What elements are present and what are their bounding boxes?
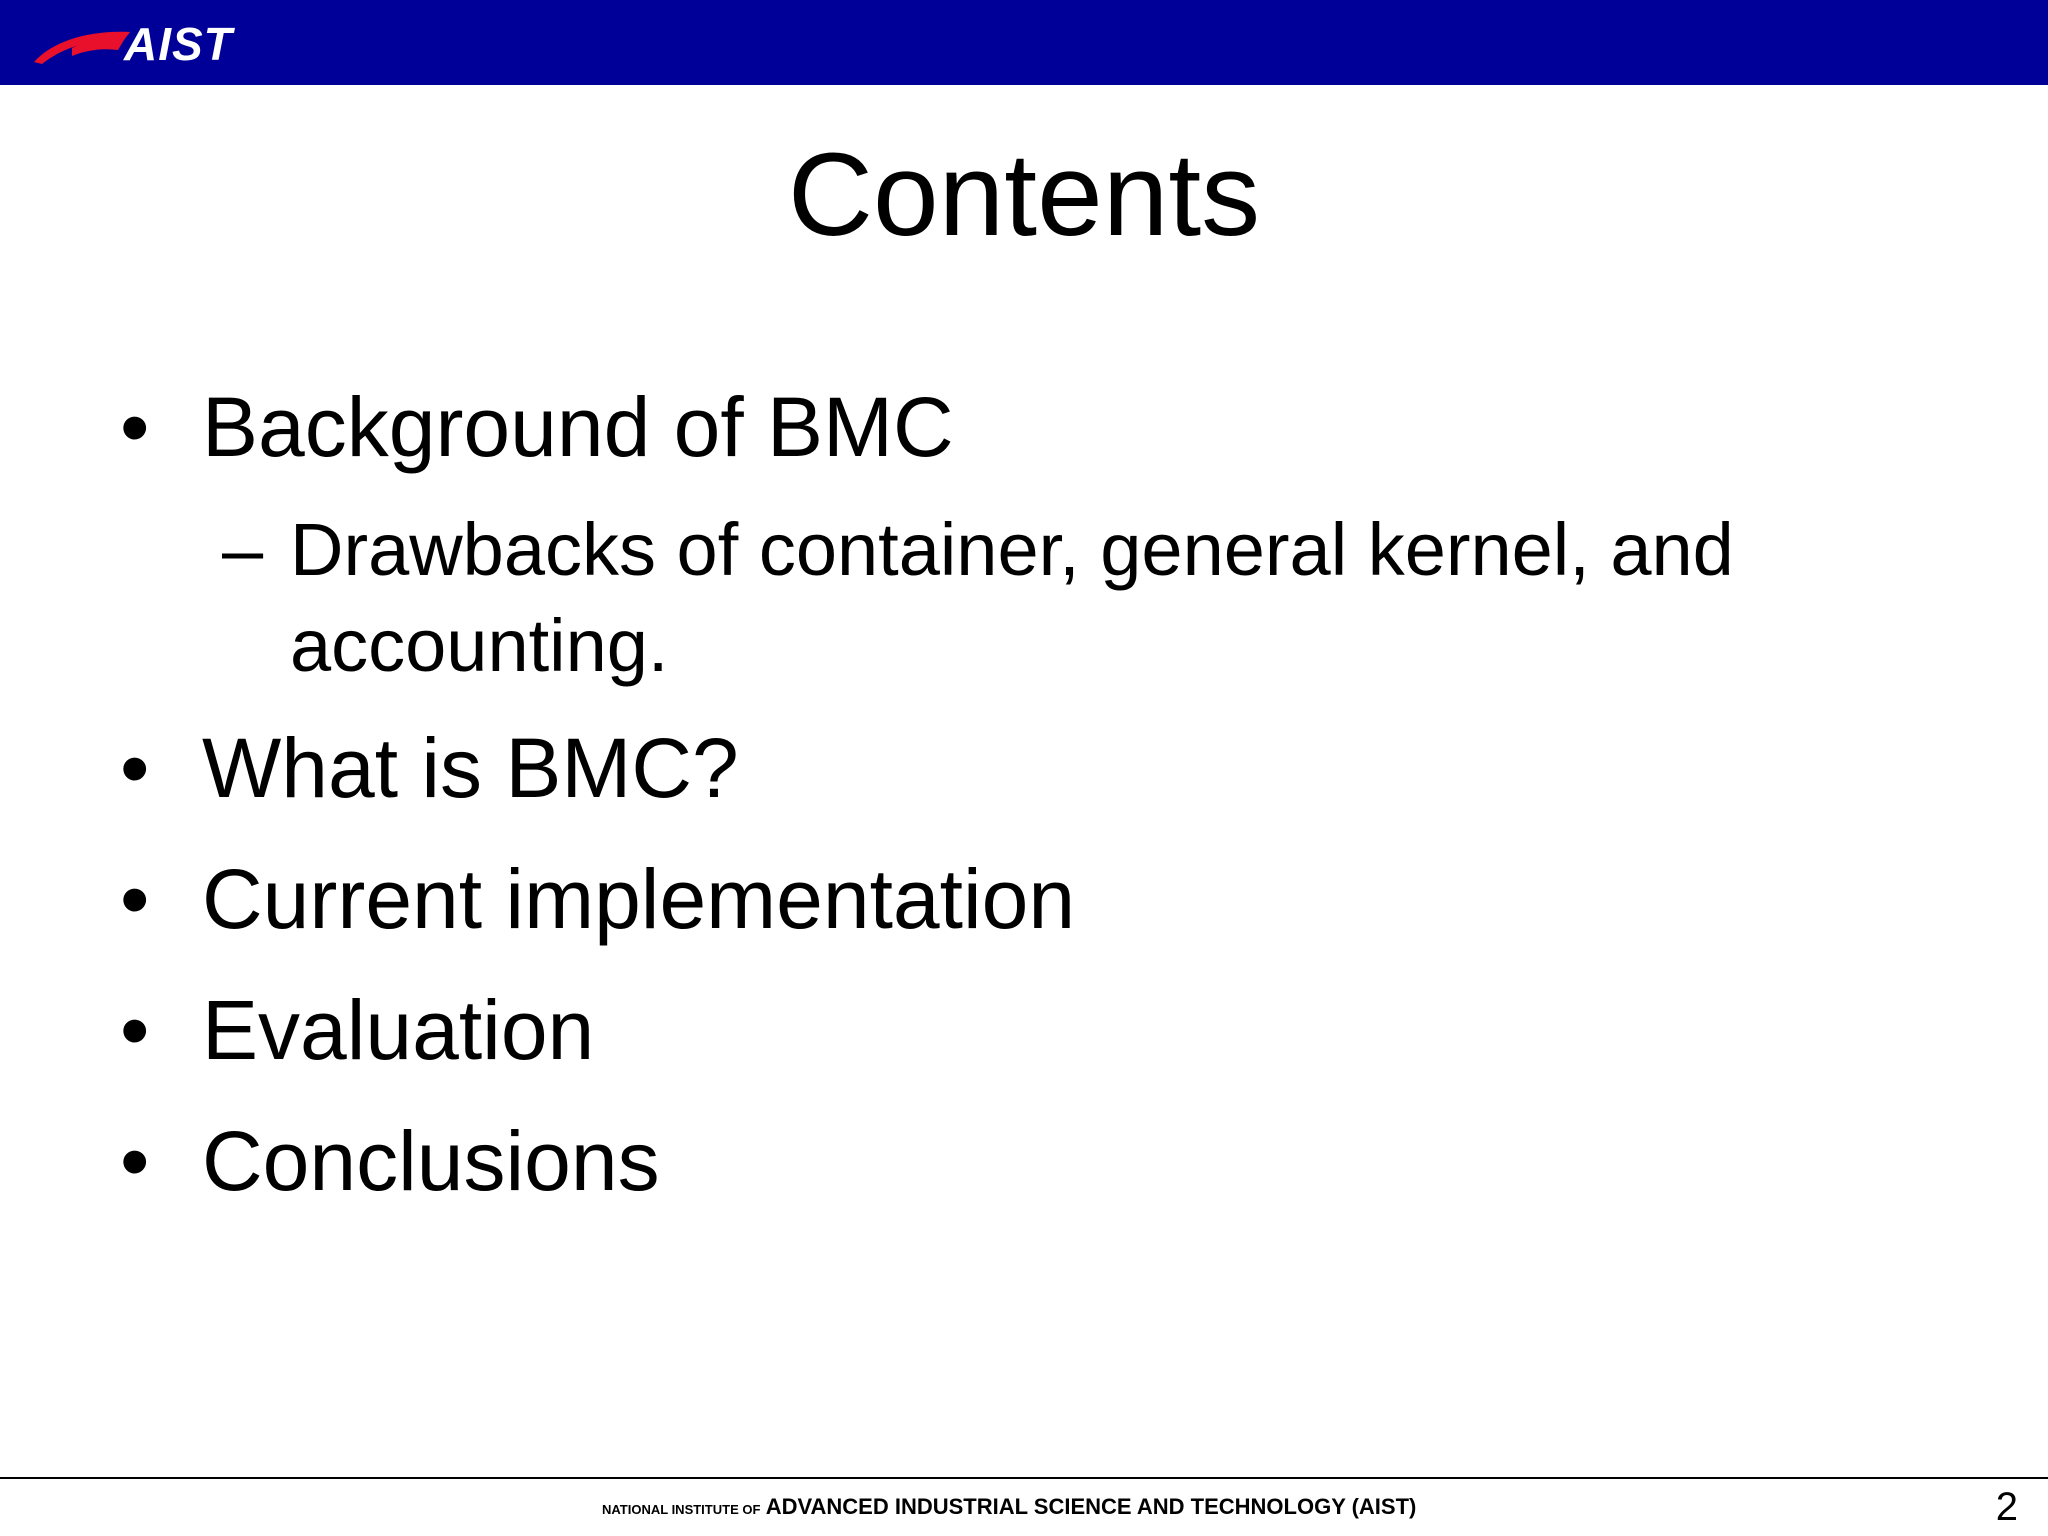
bullet-label: Evaluation [202,983,595,1077]
bullet-marker: • [120,721,150,815]
bullet-marker: • [120,852,150,946]
bullet-label: What is BMC? [202,721,739,815]
slide-title: Contents [787,129,1261,261]
logo-text: AIST [124,18,233,70]
bullet-marker: • [120,1114,150,1208]
bullet-label: Background of BMC [202,380,954,474]
footer-org [602,1494,1416,1523]
bullet-label: Current implementation [202,852,1076,946]
sub-bullet-label: Drawbacks of container, general kernel, and accounting. [290,508,1734,687]
footer-divider [0,1477,2048,1479]
footer-org-name: ADVANCED INDUSTRIAL SCIENCE AND TECHNOLOGY (AIST) [765,1494,1417,1519]
footer-prefix: NATIONAL INSTITUTE OF [602,1502,761,1517]
page-number: 2 [1995,1485,2018,1529]
sub-bullet-marker: – [222,508,264,591]
bullet-marker: • [120,380,150,474]
bullet-label: Conclusions [202,1114,660,1208]
bullet-marker: • [120,983,150,1077]
